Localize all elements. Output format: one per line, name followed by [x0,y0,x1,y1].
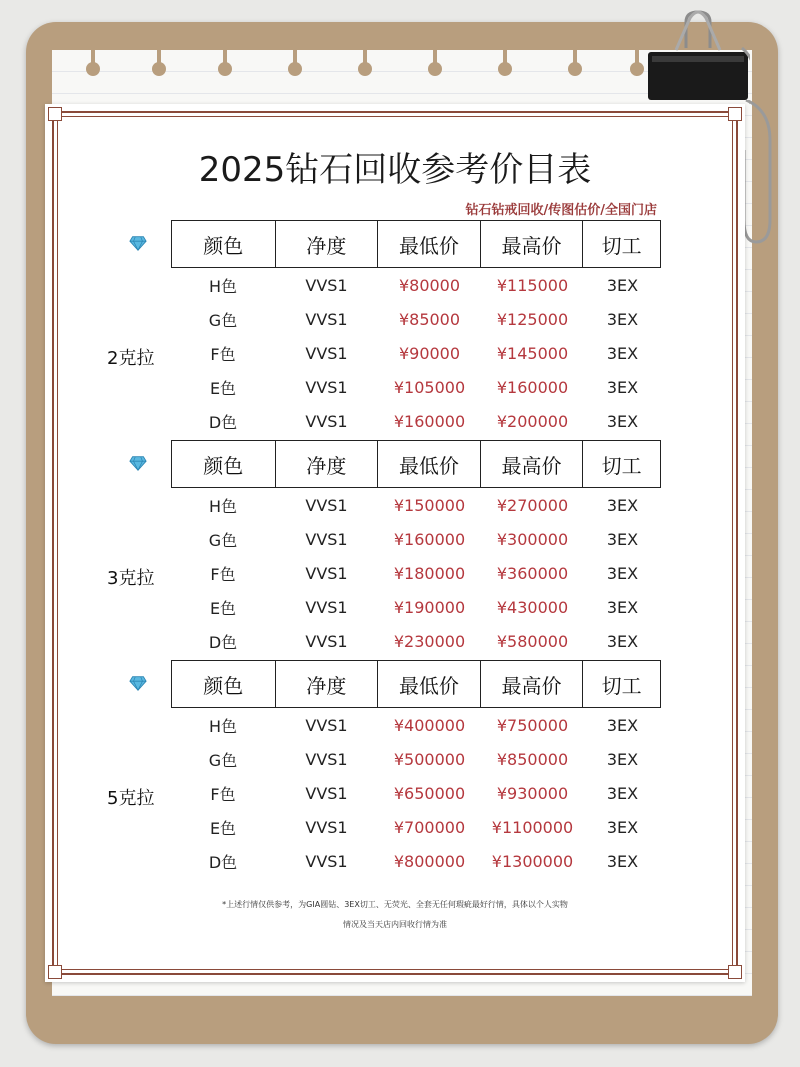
table-row [171,522,661,556]
page-subtitle: 钻石钻戒回收/传图估价/全国门店 [465,203,657,218]
frame-corner [48,107,62,121]
diamond-icon [129,234,147,252]
page-title: 2025钻石回收参考价目表 [198,150,592,190]
cell-min-price: ¥650000 [393,783,466,803]
header-max-price: 最高价 [481,221,584,267]
table-row [171,776,661,810]
table-row [171,708,661,742]
table-row [171,810,661,844]
cell-min-price: ¥150000 [393,495,466,515]
cell-clarity: VVS1 [305,411,348,431]
cell-cut: 3EX [606,309,639,329]
cell-max-price: ¥430000 [496,597,569,617]
header-min-price: 最低价 [378,221,481,267]
cell-clarity: VVS1 [305,715,348,735]
cell-cut: 3EX [606,563,639,583]
cell-min-price: ¥160000 [393,529,466,549]
header-cut: 切工 [601,453,642,478]
cell-clarity: VVS1 [305,749,348,769]
cell-color: H色 [208,716,238,736]
header-color: 颜色 [172,441,276,487]
cell-color: E色 [209,378,237,398]
cell-max-price: ¥125000 [496,309,569,329]
header-clarity: 净度 [276,661,379,707]
cell-color: F色 [210,784,236,804]
cell-clarity: VVS1 [305,275,348,295]
cell-cut: 3EX [606,783,639,803]
cell-cut: 3EX [606,597,639,617]
cell-min-price: ¥700000 [393,817,466,837]
header-clarity: 净度 [276,221,379,267]
cell-min-price: ¥400000 [393,715,466,735]
carat-label: 3克拉 [107,568,155,589]
table-row [171,336,661,370]
header-cut: 切工 [601,673,642,698]
header-cut: 切工 [601,233,642,258]
cell-max-price: ¥360000 [496,563,569,583]
cell-clarity: VVS1 [305,563,348,583]
table-row [171,404,661,438]
header-color: 颜色 [172,221,276,267]
cell-color: D色 [208,632,238,652]
cell-min-price: ¥105000 [393,377,466,397]
cell-clarity: VVS1 [305,631,348,651]
cell-clarity: VVS1 [305,343,348,363]
cell-color: G色 [208,530,238,550]
cell-clarity: VVS1 [305,309,348,329]
header-color: 颜色 [172,661,276,707]
cell-max-price: ¥200000 [496,411,569,431]
cell-cut: 3EX [606,377,639,397]
cell-max-price: ¥750000 [496,715,569,735]
cell-clarity: VVS1 [305,597,348,617]
cell-cut: 3EX [606,631,639,651]
table-row [171,590,661,624]
cell-cut: 3EX [606,275,639,295]
cell-clarity: VVS1 [305,851,348,871]
cell-cut: 3EX [606,411,639,431]
cell-min-price: ¥160000 [393,411,466,431]
table-row [171,742,661,776]
cell-clarity: VVS1 [305,495,348,515]
table-row [171,844,661,878]
table-row [171,488,661,522]
table-row [171,370,661,404]
cell-clarity: VVS1 [305,377,348,397]
cell-color: F色 [210,344,236,364]
cell-clarity: VVS1 [305,817,348,837]
diamond-icon [129,674,147,692]
cell-max-price: ¥930000 [496,783,569,803]
diamond-icon [129,454,147,472]
cell-cut: 3EX [606,529,639,549]
cell-cut: 3EX [606,495,639,515]
table-header [171,440,661,488]
header-clarity: 净度 [276,441,379,487]
cell-color: G色 [208,310,238,330]
cell-min-price: ¥180000 [393,563,466,583]
cell-max-price: ¥1300000 [491,851,574,871]
cell-color: F色 [210,564,236,584]
table-header [171,220,661,268]
binder-clip-icon [646,8,750,104]
cell-max-price: ¥145000 [496,343,569,363]
cell-max-price: ¥1100000 [491,817,574,837]
cell-min-price: ¥500000 [393,749,466,769]
price-sheet [45,104,745,982]
cell-cut: 3EX [606,851,639,871]
table-row [171,268,661,302]
cell-cut: 3EX [606,343,639,363]
cell-color: E色 [209,818,237,838]
cell-max-price: ¥300000 [496,529,569,549]
carat-label: 5克拉 [107,788,155,809]
header-max-price: 最高价 [481,441,584,487]
footnote-line-1: *上述行情仅供参考，为GIA圆钻、3EX切工、无荧光、全套无任何瑕疵最好行情，具体以个人实物 [222,900,568,909]
footnote-line-2: 情况及当天店内回收行情为准 [343,920,447,929]
cell-min-price: ¥800000 [393,851,466,871]
cell-min-price: ¥190000 [393,597,466,617]
cell-clarity: VVS1 [305,529,348,549]
header-max-price: 最高价 [481,661,584,707]
cell-color: D色 [208,412,238,432]
cell-min-price: ¥90000 [398,343,461,363]
frame-corner [728,107,742,121]
table-row [171,302,661,336]
frame-corner [48,965,62,979]
table-row [171,556,661,590]
cell-color: D色 [208,852,238,872]
cell-max-price: ¥580000 [496,631,569,651]
table-header [171,660,661,708]
cell-max-price: ¥270000 [496,495,569,515]
cell-clarity: VVS1 [305,783,348,803]
table-row [171,624,661,658]
cell-color: H色 [208,276,238,296]
cell-color: G色 [208,750,238,770]
header-min-price: 最低价 [378,661,481,707]
cell-min-price: ¥80000 [398,275,461,295]
cell-max-price: ¥160000 [496,377,569,397]
cell-cut: 3EX [606,749,639,769]
cell-max-price: ¥115000 [496,275,569,295]
cell-min-price: ¥230000 [393,631,466,651]
header-min-price: 最低价 [378,441,481,487]
cell-color: H色 [208,496,238,516]
cell-color: E色 [209,598,237,618]
cell-cut: 3EX [606,817,639,837]
cell-max-price: ¥850000 [496,749,569,769]
carat-label: 2克拉 [107,348,155,369]
cell-min-price: ¥85000 [398,309,461,329]
cell-cut: 3EX [606,715,639,735]
frame-corner [728,965,742,979]
